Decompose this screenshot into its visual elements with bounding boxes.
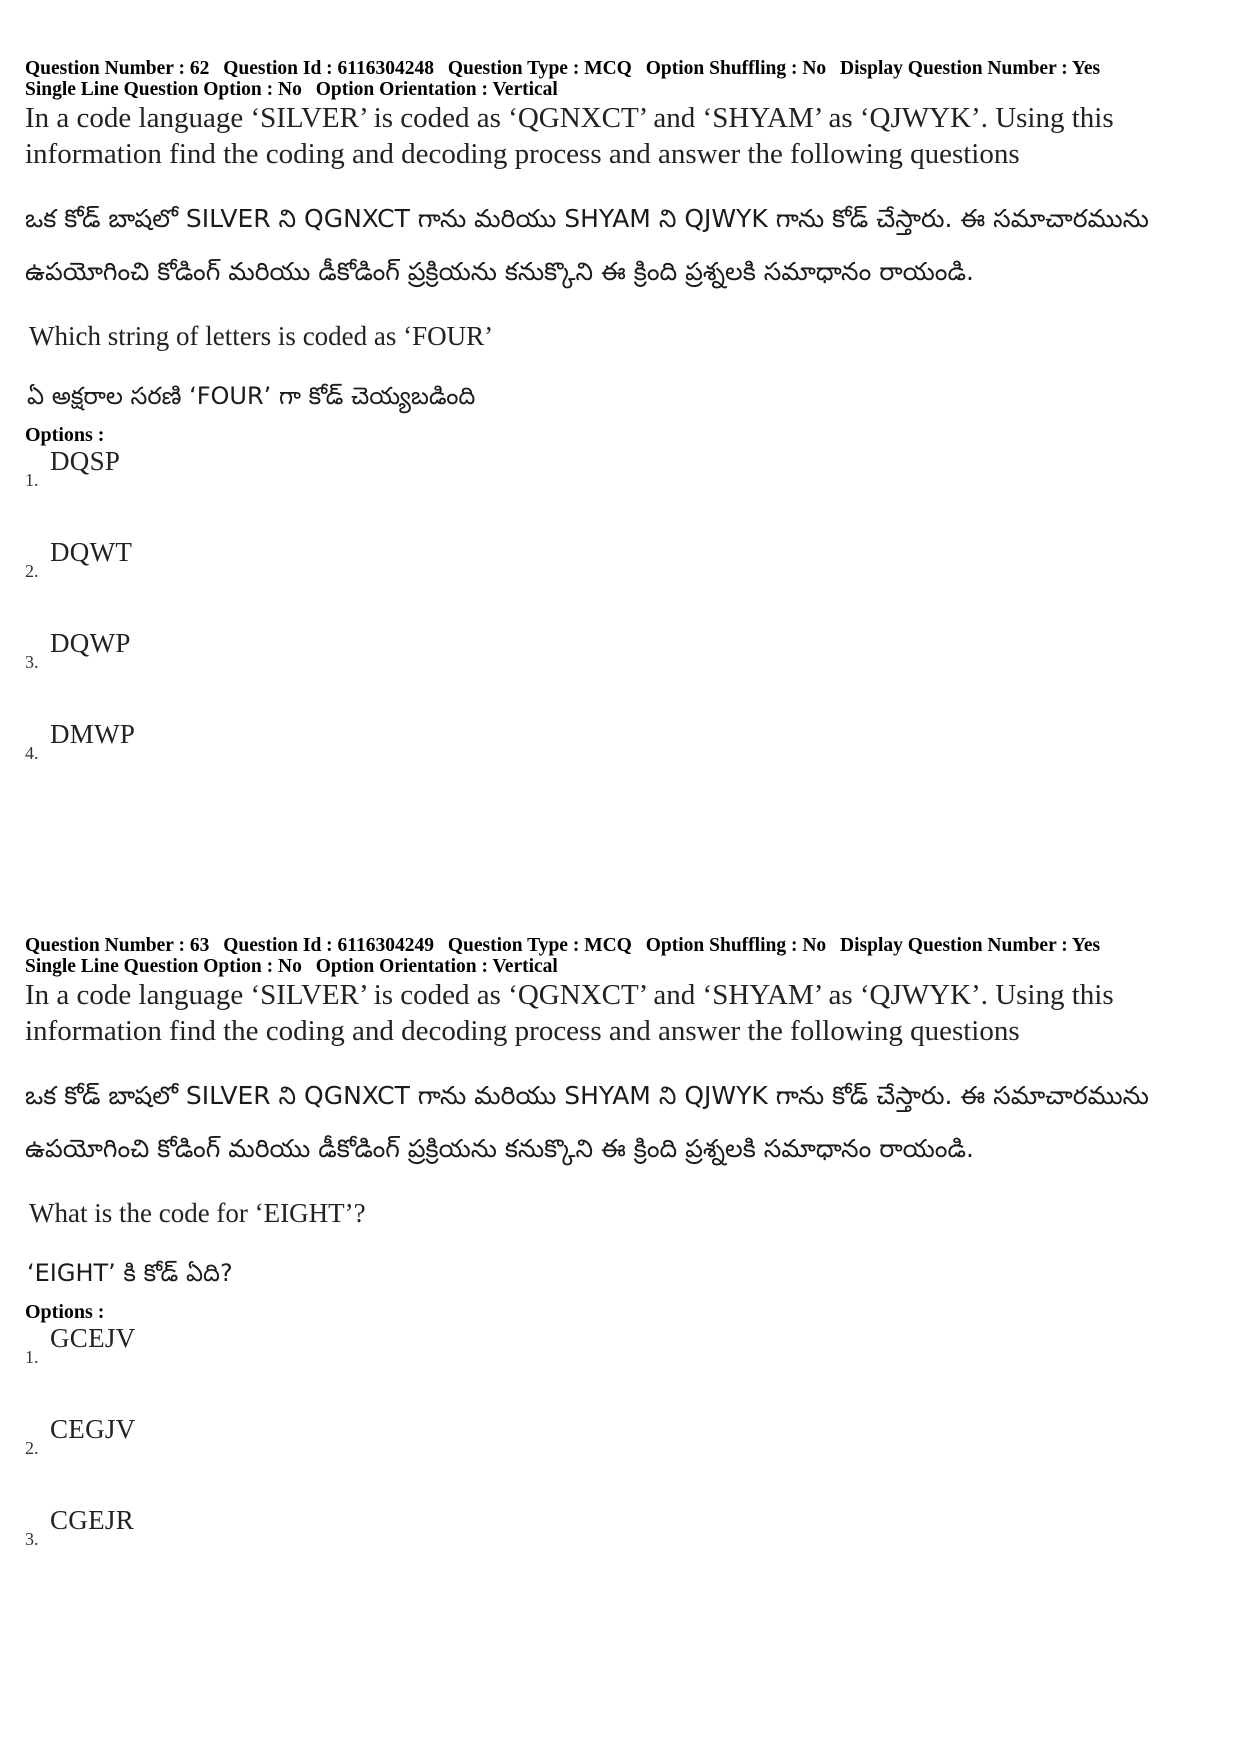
display-question-number: Display Question Number : Yes <box>840 935 1101 956</box>
single-line-question-option: Single Line Question Option : No <box>25 956 302 977</box>
question-meta <box>25 935 1215 956</box>
option-text: DMWP <box>50 719 136 749</box>
option-text: CGEJR <box>50 1505 135 1535</box>
question-type: Question Type : MCQ <box>447 58 632 79</box>
option-number: 3. <box>25 652 39 672</box>
option-number: 4. <box>25 743 39 763</box>
options-label: Options : <box>25 424 105 446</box>
sub-question-english: Which string of letters is coded as ‘FOUR’ <box>29 321 494 351</box>
option-number: 2. <box>25 1438 39 1458</box>
option-2[interactable] <box>25 1414 1215 1505</box>
sub-question-telugu: ‘EIGHT’ కి కోడ్ ఏది? <box>27 1259 233 1287</box>
option-text: DQWT <box>50 537 133 567</box>
option-number: 1. <box>25 1347 39 1367</box>
question-meta-line2 <box>25 79 1215 100</box>
option-number: 1. <box>25 470 39 490</box>
option-1[interactable] <box>25 446 1215 537</box>
question-id: Question Id : 6116304248 <box>223 58 434 79</box>
question-type: Question Type : MCQ <box>447 935 632 956</box>
option-2[interactable] <box>25 537 1215 628</box>
options-list <box>25 446 1215 810</box>
option-3[interactable] <box>25 1505 1215 1596</box>
option-orientation: Option Orientation : Vertical <box>315 79 558 100</box>
option-4[interactable] <box>25 719 1215 810</box>
question-meta <box>25 58 1215 79</box>
option-number: 2. <box>25 561 39 581</box>
question-number: Question Number : 63 <box>25 935 210 956</box>
single-line-question-option: Single Line Question Option : No <box>25 79 302 100</box>
question-stem-telugu: ఒక కోడ్ బాషలో SILVER ని QGNXCT గాను మరియు SHYAM ని QJWYK గాను కోడ్ చేస్తారు. ఈ సమాచారమును ఉపయోగించి కోడింగ్ మరియు డీకోడింగ్ ప్రక్రియను కనుక్కొని ఈ క్రింది ప్రశ్నలకి సమాధానం రాయండి. <box>25 1081 1149 1163</box>
sub-question-telugu: ఏ అక్షరాల సరణి ‘FOUR’ గా కోడ్ చెయ్యబడింది <box>27 382 476 410</box>
options-list <box>25 1323 1215 1596</box>
option-shuffling: Option Shuffling : No <box>645 58 827 79</box>
question-63 <box>25 935 1215 1596</box>
display-question-number: Display Question Number : Yes <box>840 58 1101 79</box>
question-id: Question Id : 6116304249 <box>223 935 434 956</box>
question-stem-english: In a code language ‘SILVER’ is coded as ‘QGNXCT’ and ‘SHYAM’ as ‘QJWYK’. Using this information find the coding and decoding process and answer the following questions <box>25 979 1114 1047</box>
option-text: GCEJV <box>50 1323 136 1353</box>
question-meta-line2 <box>25 956 1215 977</box>
option-text: DQSP <box>50 446 121 476</box>
option-number: 3. <box>25 1529 39 1549</box>
option-3[interactable] <box>25 628 1215 719</box>
option-1[interactable] <box>25 1323 1215 1414</box>
options-label: Options : <box>25 1301 105 1323</box>
option-text: DQWP <box>50 628 131 658</box>
question-62 <box>25 58 1215 810</box>
sub-question-english: What is the code for ‘EIGHT’? <box>29 1198 366 1228</box>
question-stem-english: In a code language ‘SILVER’ is coded as ‘QGNXCT’ and ‘SHYAM’ as ‘QJWYK’. Using this information find the coding and decoding process and answer the following questions <box>25 102 1114 170</box>
question-stem-telugu: ఒక కోడ్ బాషలో SILVER ని QGNXCT గాను మరియు SHYAM ని QJWYK గాను కోడ్ చేస్తారు. ఈ సమాచారమును ఉపయోగించి కోడింగ్ మరియు డీకోడింగ్ ప్రక్రియను కనుక్కొని ఈ క్రింది ప్రశ్నలకి సమాధానం రాయండి. <box>25 204 1149 286</box>
question-number: Question Number : 62 <box>25 58 210 79</box>
option-shuffling: Option Shuffling : No <box>645 935 827 956</box>
option-orientation: Option Orientation : Vertical <box>315 956 558 977</box>
option-text: CEGJV <box>50 1414 136 1444</box>
